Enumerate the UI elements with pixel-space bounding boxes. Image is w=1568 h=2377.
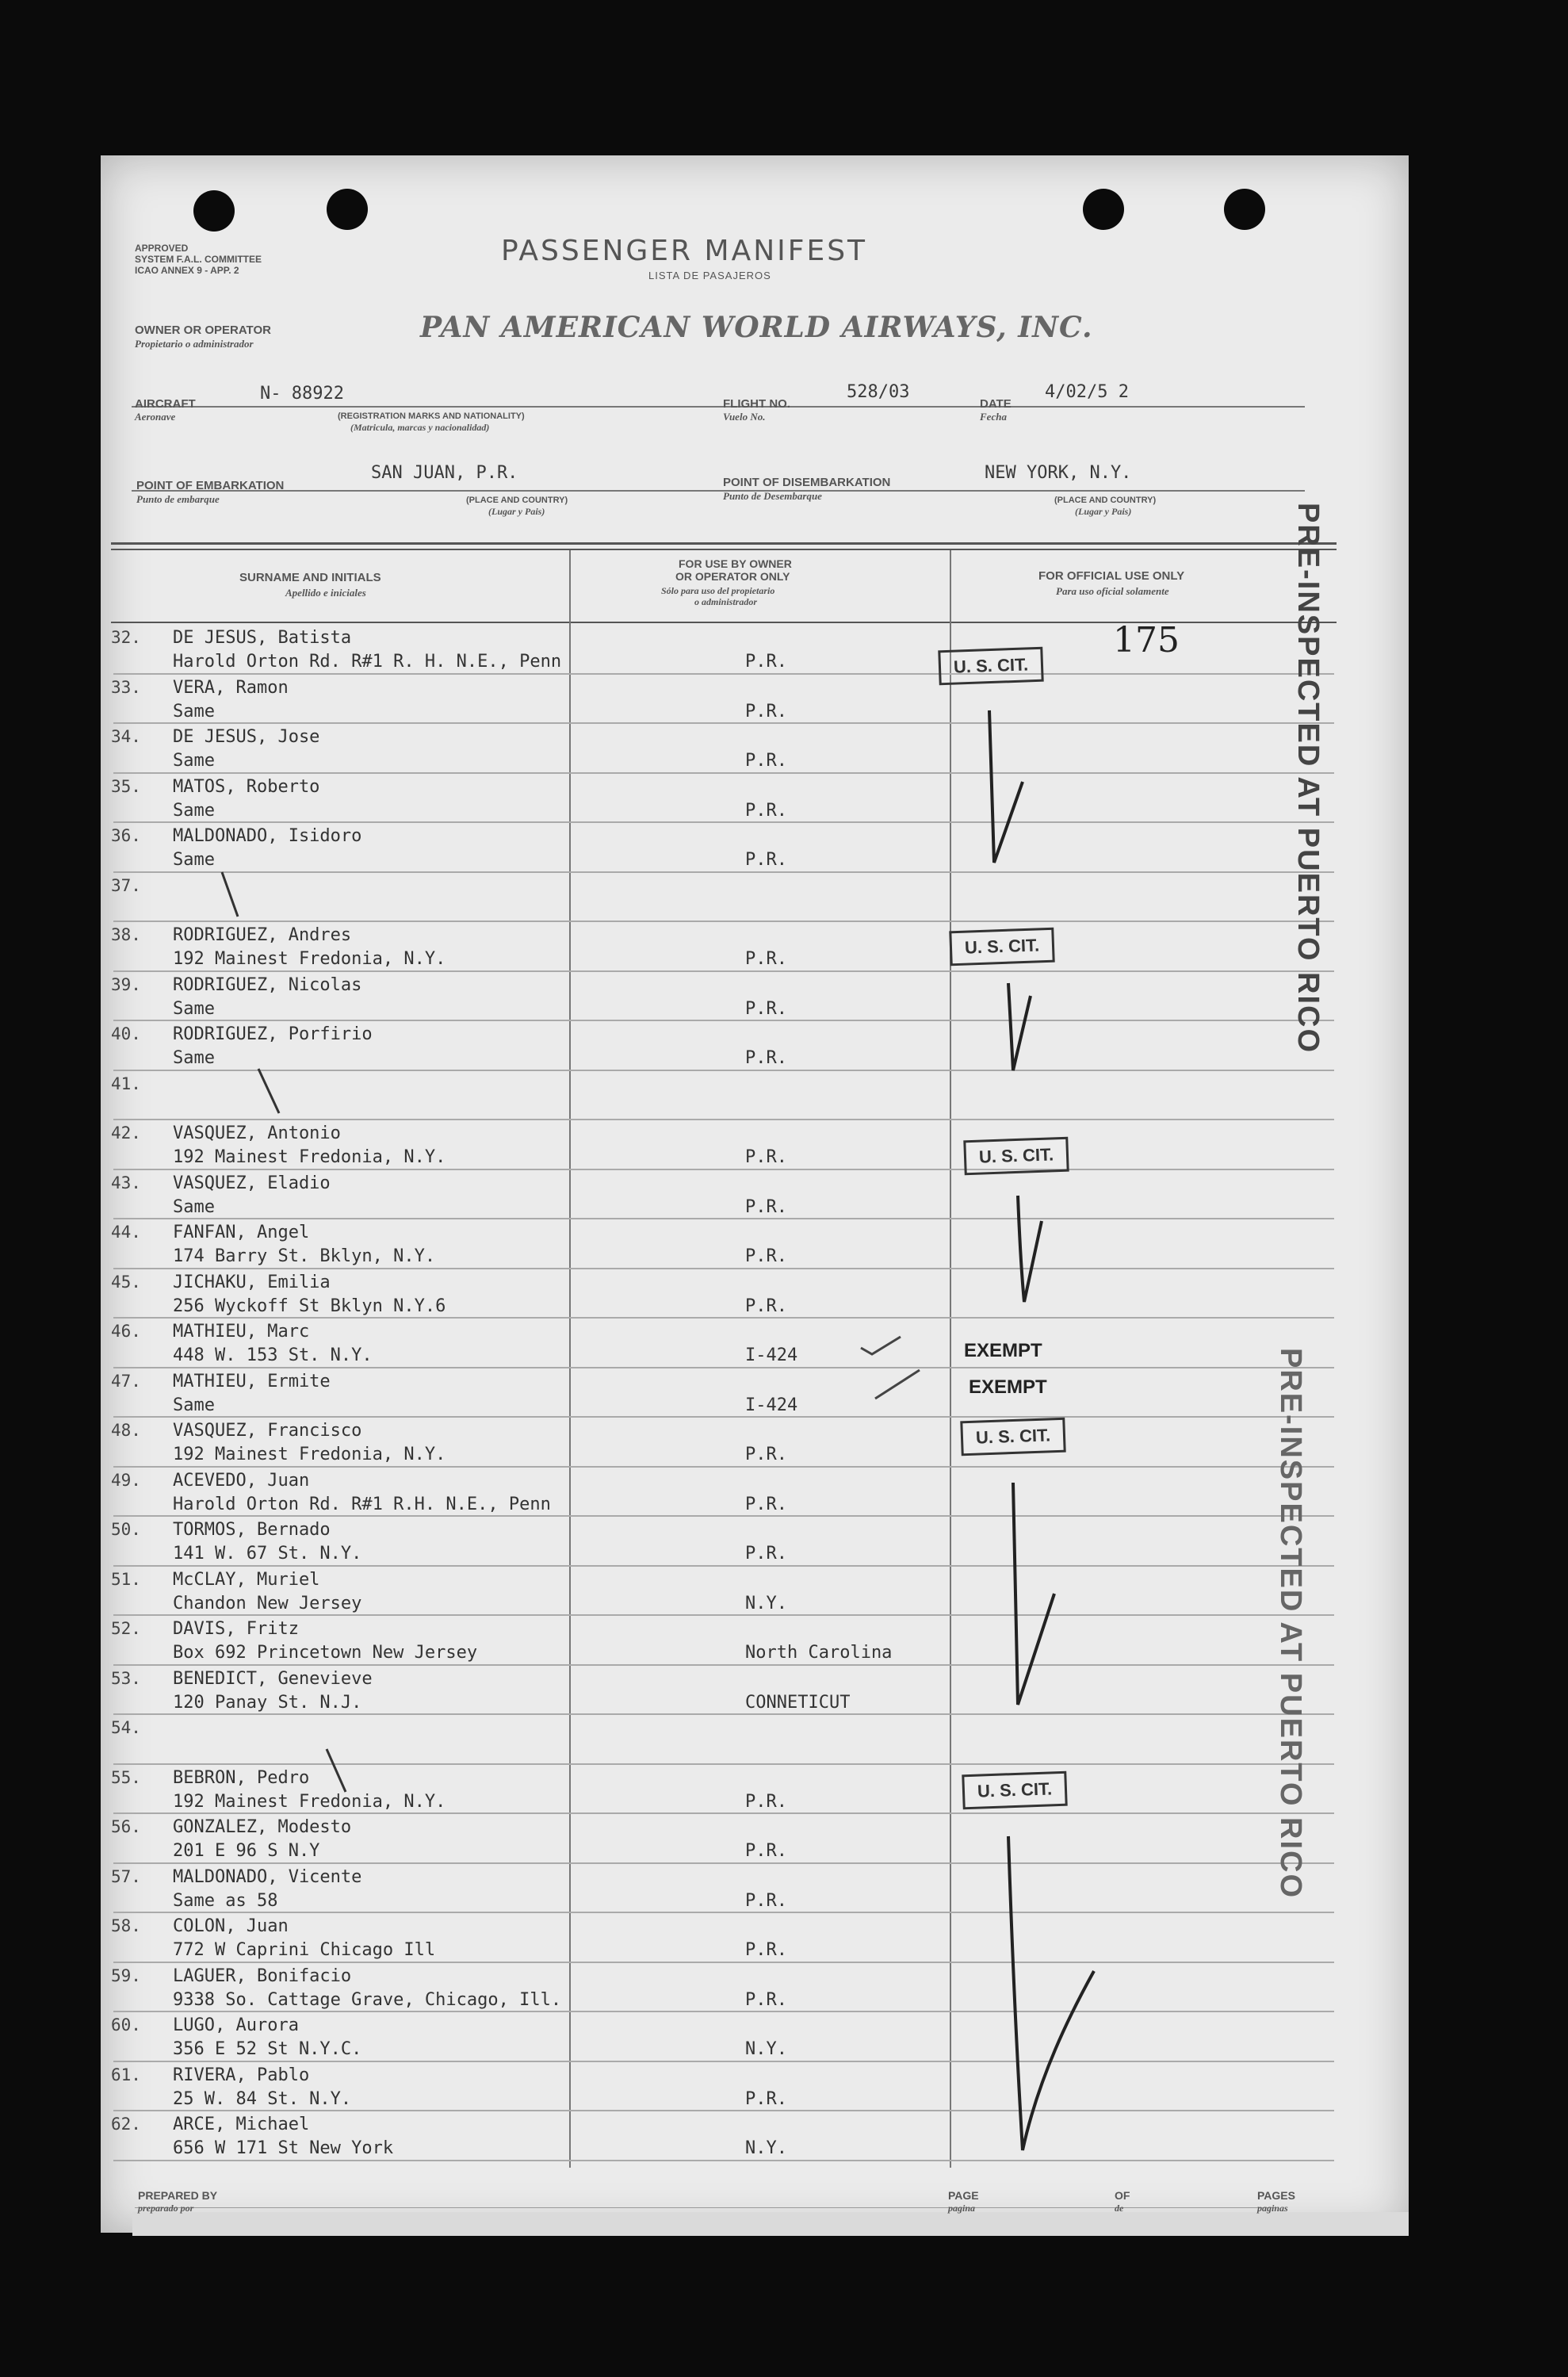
col1-header: SURNAME AND INITIALS bbox=[239, 571, 381, 584]
col2-header-es-2: o administrador bbox=[694, 596, 758, 607]
col3-header-es: Para uso oficial solamente bbox=[1056, 585, 1169, 597]
row-number: 41. bbox=[111, 1074, 141, 1093]
registration-label: (REGISTRATION MARKS AND NATIONALITY) bbox=[338, 411, 525, 421]
row-number: 61. bbox=[111, 2065, 141, 2084]
pen-stroke bbox=[327, 1749, 346, 1792]
row-number: 43. bbox=[111, 1173, 141, 1192]
passenger-address: 772 W Caprini Chicago Ill bbox=[173, 1940, 436, 1960]
of-label: OF bbox=[1115, 2189, 1130, 2202]
operator-note: P.R. bbox=[745, 652, 787, 672]
pen-stroke bbox=[258, 1069, 279, 1113]
operator-note: P.R. bbox=[745, 1196, 787, 1217]
us-citizen-stamp: U. S. CIT. bbox=[960, 1418, 1066, 1456]
passenger-name: RODRIGUEZ, Nicolas bbox=[173, 974, 362, 995]
owner-label-es: Propietario o administrador bbox=[135, 338, 254, 350]
check-mark bbox=[1013, 1483, 1054, 1705]
row-number: 47. bbox=[111, 1371, 141, 1391]
page-title: PASSENGER MANIFEST bbox=[501, 235, 868, 267]
row-number: 34. bbox=[111, 727, 141, 746]
passenger-name: VASQUEZ, Eladio bbox=[173, 1173, 331, 1193]
row-number: 50. bbox=[111, 1520, 141, 1539]
operator-note: P.R. bbox=[745, 1791, 787, 1812]
passenger-name: VERA, Ramon bbox=[173, 677, 289, 698]
flight-label-es: Vuelo No. bbox=[723, 411, 766, 423]
passenger-name: TORMOS, Bernado bbox=[173, 1520, 331, 1540]
passenger-address: 192 Mainest Fredonia, N.Y. bbox=[173, 1791, 446, 1812]
passenger-address: Chandon New Jersey bbox=[173, 1593, 362, 1613]
date-label-es: Fecha bbox=[980, 411, 1007, 423]
date-value: 4/02/5 2 bbox=[1045, 382, 1129, 402]
operator-note: P.R. bbox=[745, 1048, 787, 1068]
passenger-name: DE JESUS, Batista bbox=[173, 628, 352, 648]
place-label-es-2: (Lugar y Pais) bbox=[1075, 506, 1132, 517]
page-label-es: pagina bbox=[948, 2203, 976, 2214]
passenger-name: MATHIEU, Marc bbox=[173, 1322, 310, 1342]
us-citizen-stamp: U. S. CIT. bbox=[949, 928, 1055, 966]
approved-line-1: APPROVED bbox=[135, 243, 189, 254]
check-mark bbox=[989, 710, 1023, 863]
operator-note: N.Y. bbox=[745, 2039, 787, 2059]
passenger-address: 256 Wyckoff St Bklyn N.Y.6 bbox=[173, 1296, 446, 1316]
passenger-address: 201 E 96 S N.Y bbox=[173, 1841, 320, 1861]
passenger-name: RODRIGUEZ, Porfirio bbox=[173, 1024, 373, 1044]
operator-note: P.R. bbox=[745, 1445, 787, 1464]
flight-label: FLIGHT NO. bbox=[723, 397, 790, 411]
passenger-address: 656 W 171 St New York bbox=[173, 2138, 394, 2158]
passenger-address: Same bbox=[173, 751, 215, 771]
passenger-name: GONZALEZ, Modesto bbox=[173, 1817, 352, 1837]
col2-header-es-1: Sólo para uso del propietario bbox=[661, 585, 775, 596]
row-number: 36. bbox=[111, 826, 141, 845]
col2-header-1: FOR USE BY OWNER bbox=[679, 557, 792, 570]
row-number: 58. bbox=[111, 1916, 141, 1935]
owner-label: OWNER OR OPERATOR bbox=[135, 323, 271, 337]
disembark-label-es: Punto de Desembarque bbox=[723, 490, 822, 502]
passenger-address: 120 Panay St. N.J. bbox=[173, 1692, 362, 1713]
row-number: 35. bbox=[111, 776, 141, 796]
operator-note: P.R. bbox=[745, 1890, 787, 1911]
operator-note: P.R. bbox=[745, 751, 787, 771]
passenger-address: 192 Mainest Fredonia, N.Y. bbox=[173, 949, 446, 969]
pen-stroke bbox=[222, 872, 238, 917]
approved-line-3: ICAO ANNEX 9 - APP. 2 bbox=[135, 265, 239, 276]
passenger-address: Same bbox=[173, 998, 215, 1019]
row-number: 45. bbox=[111, 1272, 141, 1292]
exempt-stamp: EXEMPT bbox=[964, 1340, 1042, 1361]
passenger-name: RODRIGUEZ, Andres bbox=[173, 925, 352, 945]
disembark-label: POINT OF DISEMBARKATION bbox=[723, 476, 891, 489]
operator-note: P.R. bbox=[745, 1841, 787, 1861]
row-number: 62. bbox=[111, 2115, 141, 2134]
row-number: 42. bbox=[111, 1123, 141, 1143]
row-number: 37. bbox=[111, 875, 141, 895]
operator-note: P.R. bbox=[745, 1296, 787, 1316]
operator-note: P.R. bbox=[745, 1494, 787, 1514]
passenger-name: MALDONADO, Vicente bbox=[173, 1866, 362, 1887]
check-mark bbox=[875, 1370, 920, 1399]
prepared-by-label-es: preparado por bbox=[138, 2203, 194, 2214]
embark-value: SAN JUAN, P.R. bbox=[371, 463, 518, 483]
footer-line bbox=[135, 2207, 1276, 2208]
aircraft-label: AIRCRAFT bbox=[135, 397, 196, 411]
operator-note: P.R. bbox=[745, 850, 787, 870]
prepared-by-label: PREPARED BY bbox=[138, 2189, 218, 2202]
row-number: 59. bbox=[111, 1966, 141, 1985]
passenger-address: 9338 So. Cattage Grave, Chicago, Ill. bbox=[173, 1989, 562, 2010]
passenger-address: Same as 58 bbox=[173, 1890, 278, 1911]
passenger-name: DE JESUS, Jose bbox=[173, 727, 320, 747]
operator-note: N.Y. bbox=[745, 1593, 787, 1613]
operator-note: North Carolina bbox=[745, 1643, 893, 1663]
passenger-address: Box 692 Princetown New Jersey bbox=[173, 1643, 478, 1663]
check-mark bbox=[1018, 1196, 1042, 1302]
passenger-address: 141 W. 67 St. N.Y. bbox=[173, 1544, 362, 1564]
passenger-name: COLON, Juan bbox=[173, 1916, 289, 1936]
row-number: 48. bbox=[111, 1421, 141, 1440]
passenger-name: RIVERA, Pablo bbox=[173, 2065, 310, 2085]
us-citizen-stamp: U. S. CIT. bbox=[962, 1771, 1068, 1810]
passenger-address: 192 Mainest Fredonia, N.Y. bbox=[173, 1445, 446, 1464]
passenger-name: DAVIS, Fritz bbox=[173, 1619, 299, 1639]
passenger-address: 174 Barry St. Bklyn, N.Y. bbox=[173, 1246, 436, 1266]
operator-note: P.R. bbox=[745, 998, 787, 1019]
approved-line-2: SYSTEM F.A.L. COMMITTEE bbox=[135, 254, 262, 265]
operator-note: P.R. bbox=[745, 949, 787, 969]
preinspected-stamp: PRE-INSPECTED AT PUERTO RICO bbox=[1274, 1348, 1307, 1900]
passenger-name: McCLAY, Muriel bbox=[173, 1569, 320, 1590]
check-mark bbox=[1008, 1836, 1094, 2150]
us-citizen-stamp: U. S. CIT. bbox=[938, 647, 1044, 686]
row-number: 54. bbox=[111, 1718, 141, 1737]
row-number: 57. bbox=[111, 1866, 141, 1886]
row-number: 33. bbox=[111, 677, 141, 697]
disembark-value: NEW YORK, N.Y. bbox=[985, 463, 1132, 483]
row-number: 39. bbox=[111, 974, 141, 994]
operator-note: P.R. bbox=[745, 800, 787, 821]
row-number: 46. bbox=[111, 1322, 141, 1341]
of-label-es: de bbox=[1115, 2203, 1124, 2214]
operator-note: CONNETICUT bbox=[745, 1692, 851, 1713]
passenger-address: Harold Orton Rd. R#1 R.H. N.E., Penn bbox=[173, 1494, 551, 1514]
check-mark bbox=[1008, 983, 1031, 1070]
place-label: (PLACE AND COUNTRY) bbox=[466, 496, 568, 505]
passenger-address: Same bbox=[173, 800, 215, 821]
row-number: 38. bbox=[111, 925, 141, 944]
operator-note: P.R. bbox=[745, 1989, 787, 2010]
passenger-name: LUGO, Aurora bbox=[173, 2015, 299, 2035]
check-mark bbox=[861, 1337, 901, 1354]
place-label-es: (Lugar y Pais) bbox=[488, 506, 545, 517]
pages-label-es: paginas bbox=[1257, 2203, 1288, 2214]
col2-header-2: OR OPERATOR ONLY bbox=[675, 570, 790, 583]
operator-note: P.R. bbox=[745, 2088, 787, 2109]
operator-note: N.Y. bbox=[745, 2138, 787, 2158]
row-number: 40. bbox=[111, 1024, 141, 1043]
operator-note: I-424 bbox=[745, 1395, 798, 1415]
passenger-name: JICHAKU, Emilia bbox=[173, 1272, 331, 1292]
row-number: 56. bbox=[111, 1817, 141, 1836]
operator-name: PAN AMERICAN WORLD AIRWAYS, INC. bbox=[420, 311, 1093, 344]
aircraft-label-es: Aeronave bbox=[135, 411, 176, 423]
exempt-stamp: EXEMPT bbox=[969, 1376, 1047, 1398]
us-citizen-stamp: U. S. CIT. bbox=[963, 1137, 1069, 1176]
flight-value: 528/03 bbox=[847, 382, 910, 402]
place-label-2: (PLACE AND COUNTRY) bbox=[1054, 496, 1157, 505]
passenger-address: Harold Orton Rd. R#1 R. H. N.E., Penn bbox=[173, 652, 562, 672]
page-title-es: LISTA DE PASAJEROS bbox=[648, 270, 771, 281]
row-number: 52. bbox=[111, 1619, 141, 1638]
page-label: PAGE bbox=[948, 2189, 979, 2202]
passenger-name: FANFAN, Angel bbox=[173, 1223, 310, 1242]
row-number: 49. bbox=[111, 1470, 141, 1490]
passenger-address: Same bbox=[173, 1196, 215, 1217]
row-number: 32. bbox=[111, 628, 141, 647]
passenger-name: MATHIEU, Ermite bbox=[173, 1371, 331, 1391]
passenger-address: 192 Mainest Fredonia, N.Y. bbox=[173, 1147, 446, 1167]
preinspected-stamp: PRE-INSPECTED AT PUERTO RICO bbox=[1291, 503, 1325, 1055]
pages-label: PAGES bbox=[1257, 2189, 1295, 2202]
row-number: 53. bbox=[111, 1668, 141, 1688]
col3-header: FOR OFFICIAL USE ONLY bbox=[1038, 569, 1185, 583]
passenger-address: 25 W. 84 St. N.Y. bbox=[173, 2088, 352, 2109]
passenger-address: Same bbox=[173, 850, 215, 870]
passenger-address: 356 E 52 St N.Y.C. bbox=[173, 2039, 362, 2059]
passenger-address: Same bbox=[173, 1048, 215, 1068]
passenger-name: VASQUEZ, Francisco bbox=[173, 1421, 362, 1441]
col1-header-es: Apellido e iniciales bbox=[285, 587, 366, 599]
passenger-name: ARCE, Michael bbox=[173, 2115, 310, 2134]
passenger-name: BEBRON, Pedro bbox=[173, 1767, 310, 1788]
embark-label-es: Punto de embarque bbox=[136, 493, 220, 505]
date-label: DATE bbox=[980, 397, 1012, 411]
row-number: 44. bbox=[111, 1223, 141, 1242]
passenger-name: ACEVEDO, Juan bbox=[173, 1470, 310, 1491]
row-number: 60. bbox=[111, 2015, 141, 2034]
passenger-address: Same bbox=[173, 701, 215, 722]
registration-label-es: (Matricula, marcas y nacionalidad) bbox=[350, 422, 490, 433]
operator-note: I-424 bbox=[745, 1345, 798, 1365]
row-number: 55. bbox=[111, 1767, 141, 1787]
passenger-name: MATOS, Roberto bbox=[173, 776, 320, 797]
aircraft-value: N- 88922 bbox=[260, 384, 344, 404]
passenger-name: BENEDICT, Genevieve bbox=[173, 1668, 373, 1689]
passenger-address: Same bbox=[173, 1395, 215, 1415]
operator-note: P.R. bbox=[745, 1940, 787, 1960]
embark-label: POINT OF EMBARKATION bbox=[136, 479, 285, 492]
passenger-name: MALDONADO, Isidoro bbox=[173, 826, 362, 846]
row-number: 51. bbox=[111, 1569, 141, 1589]
operator-note: P.R. bbox=[745, 1147, 787, 1167]
passenger-name: LAGUER, Bonifacio bbox=[173, 1966, 352, 1986]
page-number: 175 bbox=[1113, 620, 1180, 660]
operator-note: P.R. bbox=[745, 701, 787, 722]
passenger-address: 448 W. 153 St. N.Y. bbox=[173, 1345, 373, 1365]
operator-note: P.R. bbox=[745, 1246, 787, 1266]
operator-note: P.R. bbox=[745, 1544, 787, 1564]
passenger-name: VASQUEZ, Antonio bbox=[173, 1123, 341, 1143]
